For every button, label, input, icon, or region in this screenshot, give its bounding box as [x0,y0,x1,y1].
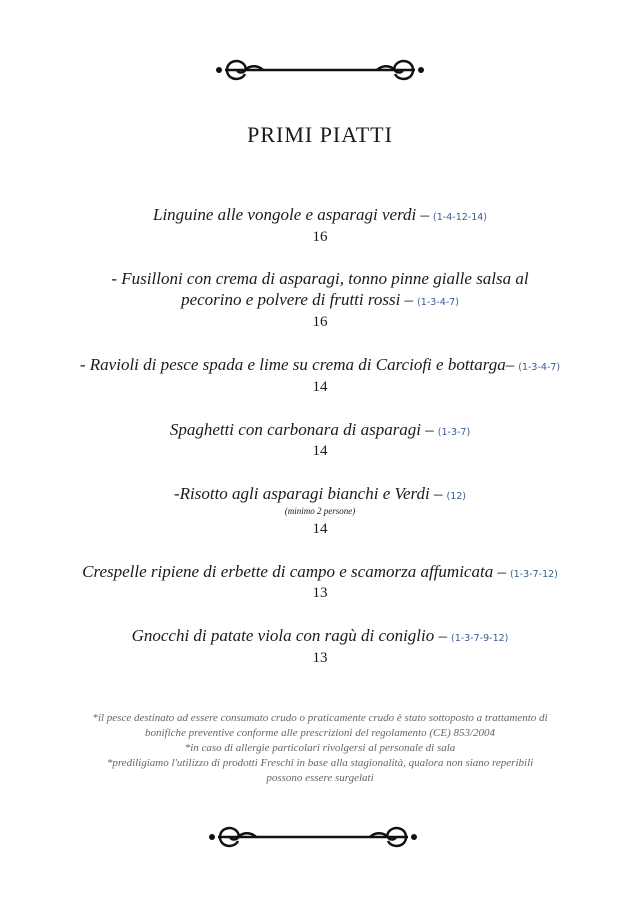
dish-note: (minimo 2 persone) [284,506,356,516]
ornament-bottom-icon [198,822,428,852]
allergens: (1-3-4-7) [518,362,561,373]
dish-price: 14 [312,443,328,459]
dish-name: Crespelle ripiene di erbette di campo e scamorza affumicata – [82,562,506,581]
dish-name: Gnocchi di patate viola con ragù di coniglio – [131,626,447,645]
allergens: (1-3-4-7) [417,297,459,308]
page-title: PRIMI PIATTI [247,122,393,147]
allergens: (1-3-7-12) [509,569,558,580]
footer-note: *in caso di allergie particolari rivolgersi al personale di sala [184,742,456,754]
allergens: (1-3-7) [437,427,471,438]
dish-price: 16 [312,229,328,245]
allergens: (1-3-7-9-12) [451,633,509,644]
footer-note: possono essere surgelati [266,772,374,784]
dish-name: - Fusilloni con crema di asparagi, tonno pinne gialle salsa al [111,269,529,288]
dish-price: 16 [312,314,328,330]
dish-price: 14 [312,521,328,537]
footer-note: bonifiche preventive conforme alle prescrizioni del regolamento (CE) 853/2004 [144,727,496,739]
dish-name: Linguine alle vongole e asparagi verdi – [152,205,430,224]
dish-name: -Risotto agli asparagi bianchi e Verdi – [173,484,443,503]
allergens: (12) [446,491,467,502]
dish-name: - Ravioli di pesce spada e lime su crema di Carciofi e bottarga– [79,355,515,374]
dish-name: pecorino e polvere di frutti rossi – [181,290,414,309]
footer-note: *prediligiamo l'utilizzo di prodotti Freschi in base alla stagionalità, qualora non siano reperibili [106,757,534,769]
dish-name: Spaghetti con carbonara di asparagi – [169,420,434,439]
allergens: (1-4-12-14) [433,212,488,223]
ornament-top-icon [205,55,435,85]
dish-price: 14 [312,379,328,395]
footer-note: *il pesce destinato ad essere consumato crudo o praticamente crudo è stato sottoposto a trattamento di [92,712,548,724]
dish-price: 13 [312,585,328,601]
dish-price: 13 [312,650,328,666]
